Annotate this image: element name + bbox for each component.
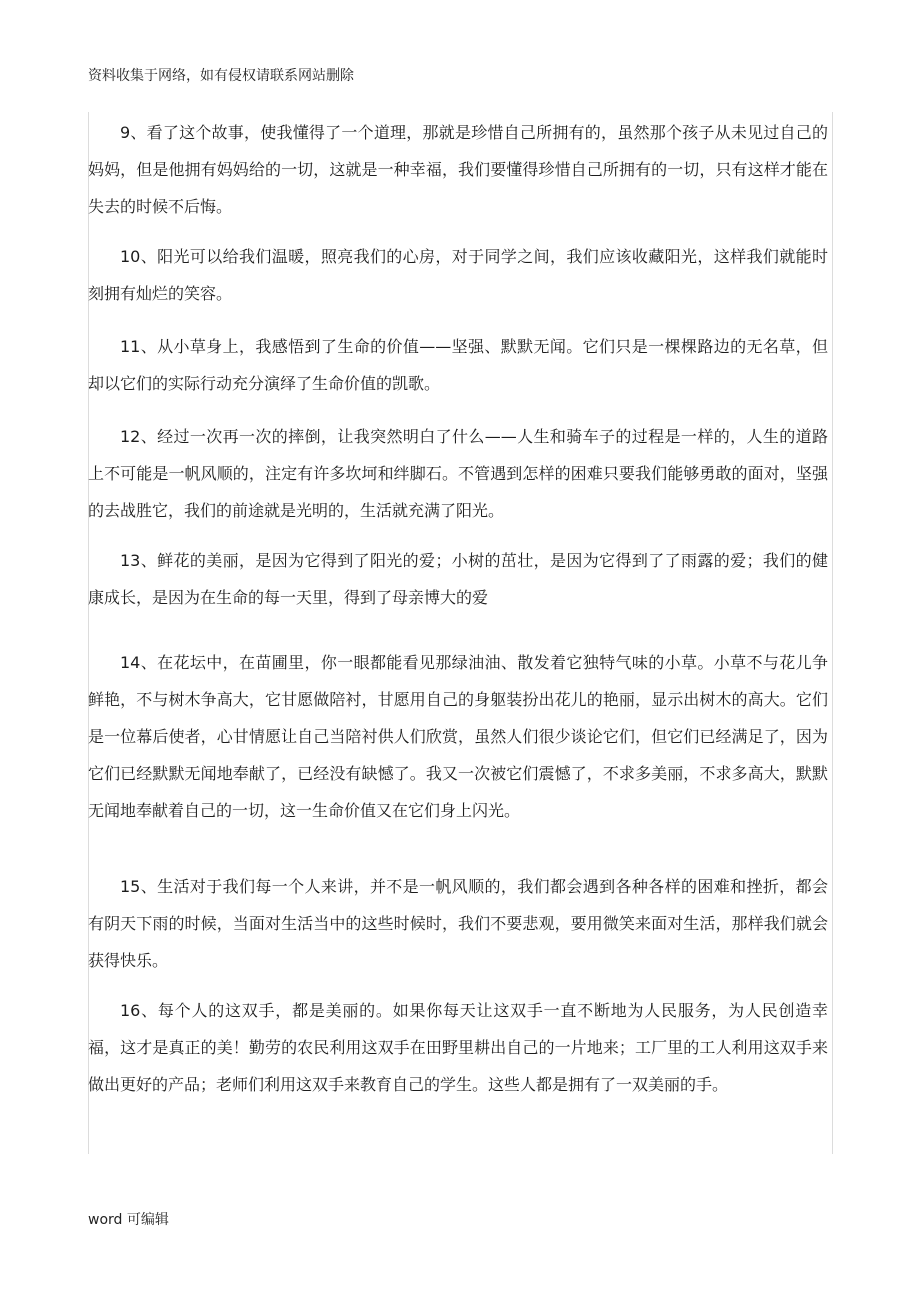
page-header-note: 资料收集于网络，如有侵权请联系网站删除 xyxy=(88,68,354,84)
page-footer-note: word 可编辑 xyxy=(88,1212,169,1228)
paragraph-12: 12、经过一次再一次的摔倒，让我突然明白了什么——人生和骑车子的过程是一样的，人生的道路上不可能是一帆风顺的，注定有许多坎坷和绊脚石。不管遇到怎样的困难只要我们能够勇敢的面对，坚强的去战胜它，我们的前途就是光明的，生活就充满了阳光。 xyxy=(88,427,828,520)
paragraph-14: 14、在花坛中，在苗圃里，你一眼都能看见那绿油油、散发着它独特气味的小草。小草不与花儿争鲜艳，不与树木争高大，它甘愿做陪衬，甘愿用自己的身躯装扮出花儿的艳丽，显示出树木的高大。它们是一位幕后使者，心甘情愿让自己当陪衬供人们欣赏，虽然人们很少谈论它们，但它们已经满足了，因为它们已经默默无闻地奉献了，已经没有缺憾了。我又一次被它们震憾了，不求多美丽，不求多高大，默默无闻地奉献着自己的一切，这一生命价值又在它们身上闪光。 xyxy=(88,653,828,820)
paragraph-16: 16、每个人的这双手，都是美丽的。如果你每天让这双手一直不断地为人民服务，为人民创造幸福，这才是真正的美！勤劳的农民利用这双手在田野里耕出自己的一片地来；工厂里的工人利用这双手来做出更好的产品；老师们利用这双手来教育自己的学生。这些人都是拥有了一双美丽的手。 xyxy=(88,1001,828,1094)
paragraph-9: 9、看了这个故事，使我懂得了一个道理，那就是珍惜自己所拥有的，虽然那个孩子从未见过自己的妈妈，但是他拥有妈妈给的一切，这就是一种幸福，我们要懂得珍惜自己所拥有的一切，只有这样才能在失去的时候不后悔。 xyxy=(88,123,828,216)
paragraph-13: 13、鲜花的美丽，是因为它得到了阳光的爱；小树的茁壮，是因为它得到了了雨露的爱；我们的健康成长，是因为在生命的每一天里，得到了母亲博大的爱 xyxy=(88,551,828,607)
content-right-border xyxy=(832,112,833,1154)
paragraph-15: 15、生活对于我们每一个人来讲，并不是一帆风顺的，我们都会遇到各种各样的困难和挫折，都会有阴天下雨的时候，当面对生活当中的这些时候时，我们不要悲观，要用微笑来面对生活，那样我们就会获得快乐。 xyxy=(88,877,828,970)
paragraph-11: 11、从小草身上，我感悟到了生命的价值——坚强、默默无闻。它们只是一棵棵路边的无名草，但却以它们的实际行动充分演绎了生命价值的凯歌。 xyxy=(88,337,828,393)
document-body xyxy=(88,112,832,1154)
paragraph-10: 10、阳光可以给我们温暖，照亮我们的心房，对于同学之间，我们应该收藏阳光，这样我们就能时刻拥有灿烂的笑容。 xyxy=(88,247,828,303)
